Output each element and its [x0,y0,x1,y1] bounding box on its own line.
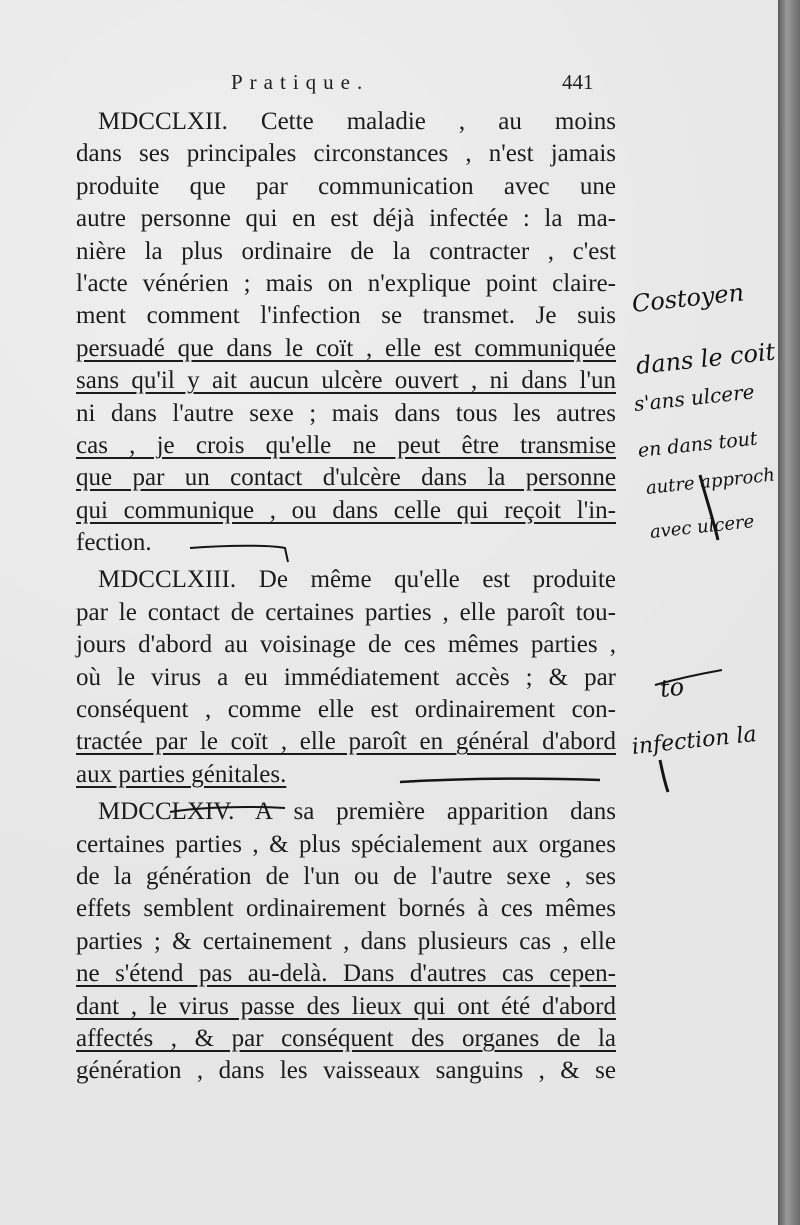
running-head: Pratique. [231,70,370,94]
page-header [0,66,778,106]
underlined-text-line: tractée par le coït , elle paroît en général d'abord [76,728,616,756]
text-line: MDCCLXIV. A sa première apparition dans [98,798,616,826]
underlined-text-line: dant , le virus passe des lieux qui ont été d'abord [76,992,616,1020]
text-line: l'acte vénérien ; mais on n'explique point claire- [76,269,616,297]
text-line: ni dans l'autre sexe ; mais dans tous les autres [76,399,616,427]
underlined-text-line: sans qu'il y ait aucun ulcère ouvert , ni dans l'un [76,367,616,395]
handwritten-note: to [658,672,686,703]
body-text [76,106,616,1088]
text-line: dans ses principales circonstances , n'est jamais [76,140,616,168]
underlined-text-line: que par un contact d'ulcère dans la personne [76,464,616,492]
text-line: jours d'abord au voisinage de ces mêmes parties , [76,631,616,659]
handwritten-note: Costoyen [630,278,746,318]
text-line: certaines parties , & plus spécialement aux organes [76,830,616,858]
text-line: où le virus a eu immédiatement accès ; & par [76,663,616,691]
handwritten-note: avec ulcere [648,511,756,543]
text-line: ment comment l'infection se transmet. Je suis [76,302,616,330]
handwritten-note: s'ans ulcere [632,379,756,416]
underlined-text-line: qui communique , ou dans celle qui reçoit l'in- [76,496,616,524]
page-number: 441 [562,70,594,94]
text-line: produite que par communication avec une [76,172,616,200]
text-line: MDCCLXIII. De même qu'elle est produite [98,566,616,594]
paragraph-mdcclxii [76,106,616,559]
text-line: autre personne qui en est déjà infectée : la ma- [76,205,616,233]
handwritten-note: dans le coit [634,337,777,380]
underlined-text-line: affectés , & par conséquent des organes de la [76,1024,616,1052]
underlined-text-line: persuadé que dans le coït , elle est communiquée [76,334,616,362]
paragraph-mdcclxiv [76,796,616,1088]
text-line: effets semblent ordinairement bornés à ces mêmes [76,895,616,923]
underlined-text-line: ne s'étend pas au-delà. Dans d'autres cas cepen- [76,960,616,988]
book-gutter [778,0,800,1225]
handwritten-note: en dans tout [636,427,759,462]
text-line: nière la plus ordinaire de la contracter , c'est [76,237,616,265]
text-line: conséquent , comme elle est ordinairement con- [76,696,616,724]
marginal-notes [624,280,778,840]
underlined-text-line: aux parties génitales. [76,760,287,788]
paragraph-mdcclxiii [76,564,616,791]
text-line: génération , dans les vaisseaux sanguins , & se [76,1057,616,1085]
text-line: fection. [76,529,152,557]
handwritten-note: infection la [630,721,758,760]
underlined-text-line: cas , je crois qu'elle ne peut être transmise [76,431,616,459]
text-line: de la génération de l'un ou de l'autre sexe , ses [76,862,616,890]
text-line: parties ; & certainement , dans plusieurs cas , elle [76,927,616,955]
text-line: MDCCLXII. Cette maladie , au moins [98,108,616,135]
text-line: par le contact de certaines parties , elle paroît tou- [76,598,616,626]
handwritten-note: autre approch [644,464,776,499]
